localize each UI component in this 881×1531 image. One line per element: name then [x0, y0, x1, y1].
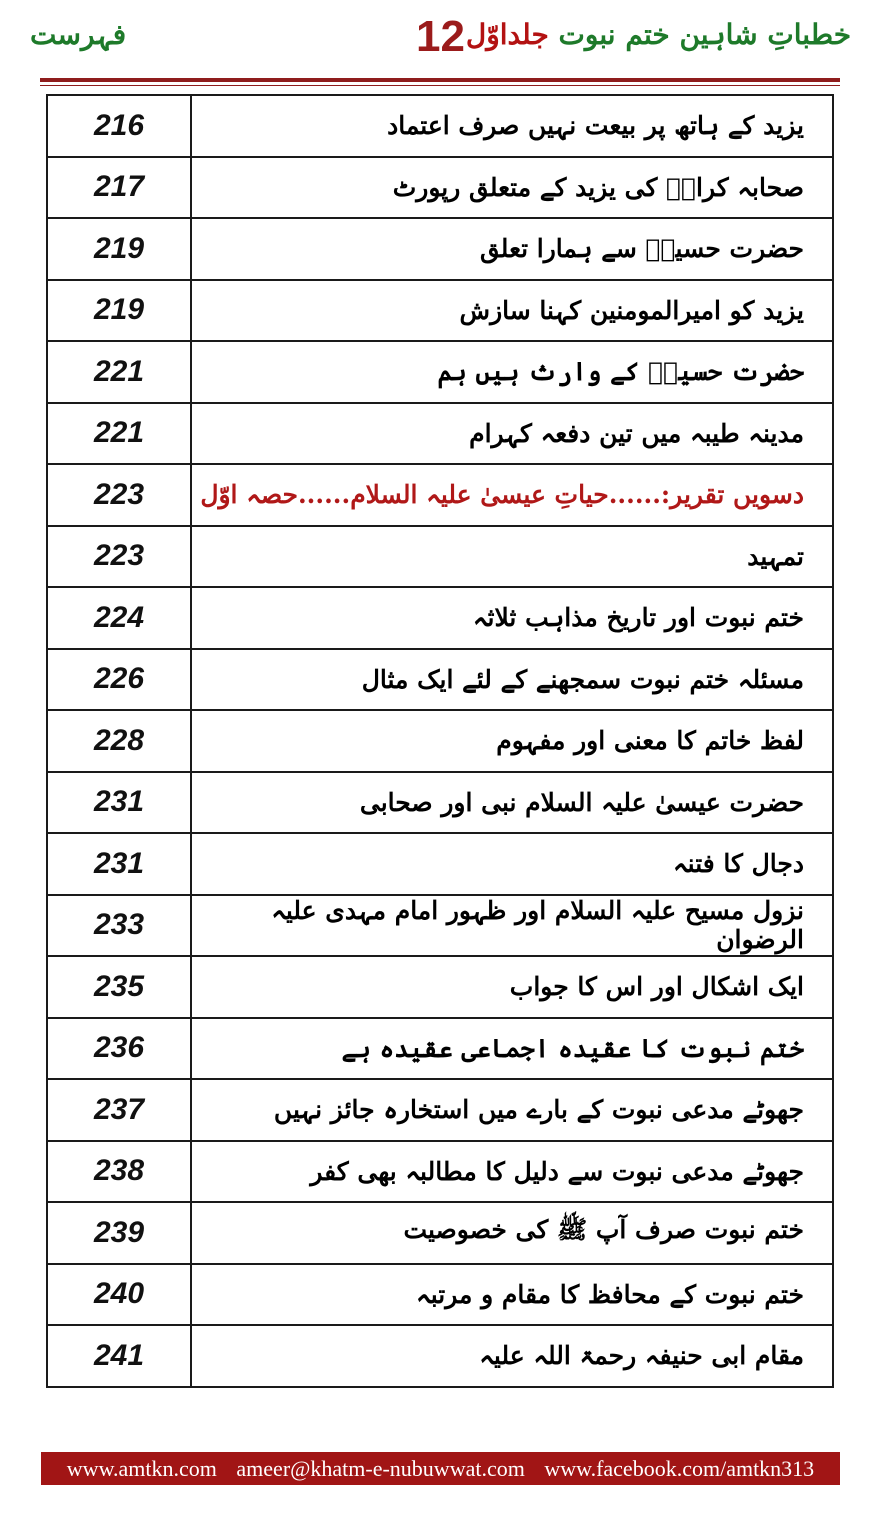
- toc-page-number: 221: [47, 403, 191, 465]
- footer-bar: [41, 1452, 840, 1485]
- toc-entry-title: ایک اشکال اور اس کا جواب: [191, 956, 833, 1018]
- toc-entry-title: یزید کے ہاتھ پر بیعت نہیں صرف اعتماد: [191, 95, 833, 157]
- toc-entry-title: دسویں تقریر:......حیاتِ عیسیٰ علیہ السلام......حصہ اوّل: [191, 464, 833, 526]
- toc-page-number: 216: [47, 95, 191, 157]
- book-title: [466, 18, 851, 51]
- section-label: فہرست: [30, 18, 127, 51]
- toc-entry-title: حضرت عیسیٰ علیہ السلام نبی اور صحابی: [191, 772, 833, 834]
- page-header: [0, 0, 881, 90]
- toc-row[interactable]: [47, 710, 833, 772]
- toc-page-number: 231: [47, 772, 191, 834]
- toc-page-number: 217: [47, 157, 191, 219]
- toc-page-number: 236: [47, 1018, 191, 1080]
- toc-page-number: 223: [47, 464, 191, 526]
- toc-row[interactable]: [47, 218, 833, 280]
- book-title-text: خطباتِ شاہین ختم نبوت: [558, 18, 851, 51]
- toc-page-number: 241: [47, 1325, 191, 1387]
- toc-page-number: 237: [47, 1079, 191, 1141]
- toc-entry-title: ختم نبوت اور تاریخ مذاہب ثلاثہ: [191, 587, 833, 649]
- toc-entry-title: ختم نبوت صرف آپ ﷺ کی خصوصیت: [191, 1202, 833, 1264]
- toc-page-number: 238: [47, 1141, 191, 1203]
- toc-row[interactable]: [47, 1325, 833, 1387]
- toc-row[interactable]: [47, 341, 833, 403]
- toc-page-number: 221: [47, 341, 191, 403]
- toc-entry-title: مقام ابی حنیفہ رحمۃ اللہ علیہ: [191, 1325, 833, 1387]
- toc-row[interactable]: [47, 1018, 833, 1080]
- toc-page-number: 233: [47, 895, 191, 957]
- toc-row[interactable]: [47, 526, 833, 588]
- toc-page-number: 219: [47, 280, 191, 342]
- toc-row[interactable]: [47, 649, 833, 711]
- toc-entry-title: لفظ خاتم کا معنی اور مفہوم: [191, 710, 833, 772]
- toc-entry-title: مدینہ طیبہ میں تین دفعہ کہرام: [191, 403, 833, 465]
- toc-entry-title: نزول مسیح علیہ السلام اور ظہور امام مہدی علیہ الرضوان: [191, 895, 833, 957]
- toc-page-number: 223: [47, 526, 191, 588]
- toc-entry-title: حضرت حسینؓ کے وارث ہیں ہم: [191, 341, 833, 403]
- toc-entry-title: جھوٹے مدعی نبوت سے دلیل کا مطالبہ بھی کفر: [191, 1141, 833, 1203]
- toc-entry-title: جھوٹے مدعی نبوت کے بارے میں استخارہ جائز نہیں: [191, 1079, 833, 1141]
- toc-page-number: 224: [47, 587, 191, 649]
- toc-row[interactable]: [47, 1202, 833, 1264]
- toc-entry-title: ختم نبوت کے محافظ کا مقام و مرتبہ: [191, 1264, 833, 1326]
- toc-row[interactable]: [47, 403, 833, 465]
- table-of-contents: [46, 94, 834, 1388]
- toc-page-number: 235: [47, 956, 191, 1018]
- toc-page-number: 231: [47, 833, 191, 895]
- toc-row[interactable]: [47, 95, 833, 157]
- toc-row[interactable]: [47, 1264, 833, 1326]
- footer-website-link[interactable]: www.amtkn.com: [66, 1456, 217, 1481]
- footer-email-link[interactable]: ameer@khatm-e-nubuwwat.com: [236, 1456, 525, 1481]
- toc-row[interactable]: [47, 772, 833, 834]
- toc-entry-title: مسئلہ ختم نبوت سمجھنے کے لئے ایک مثال: [191, 649, 833, 711]
- toc-entry-title: ختم نبوت کا عقیدہ اجماعی عقیدہ ہے: [191, 1018, 833, 1080]
- toc-page-number: 228: [47, 710, 191, 772]
- toc-entry-title: یزید کو امیرالمومنین کہنا سازش: [191, 280, 833, 342]
- toc-page-number: 219: [47, 218, 191, 280]
- header-rule-thin: [40, 85, 840, 86]
- toc-page-number: 239: [47, 1202, 191, 1264]
- toc-page-number: 226: [47, 649, 191, 711]
- footer-facebook-link[interactable]: www.facebook.com/amtkn313: [544, 1456, 815, 1481]
- toc-entry-title: حضرت حسینؓ سے ہمارا تعلق: [191, 218, 833, 280]
- header-rule: [40, 78, 840, 82]
- toc-row[interactable]: [47, 956, 833, 1018]
- toc-entry-title: تمہید: [191, 526, 833, 588]
- toc-entry-title: دجال کا فتنہ: [191, 833, 833, 895]
- page-number: 12: [416, 12, 465, 61]
- toc-row[interactable]: [47, 587, 833, 649]
- toc-row[interactable]: [47, 1141, 833, 1203]
- toc-page-number: 240: [47, 1264, 191, 1326]
- toc-row[interactable]: [47, 280, 833, 342]
- toc-row[interactable]: [47, 157, 833, 219]
- toc-entry-title: صحابہ کرامؓ کی یزید کے متعلق رپورٹ: [191, 157, 833, 219]
- toc-row[interactable]: [47, 1079, 833, 1141]
- toc-row[interactable]: [47, 833, 833, 895]
- volume-label: جلداوّل: [465, 18, 549, 51]
- toc-row[interactable]: [47, 464, 833, 526]
- toc-row[interactable]: [47, 895, 833, 957]
